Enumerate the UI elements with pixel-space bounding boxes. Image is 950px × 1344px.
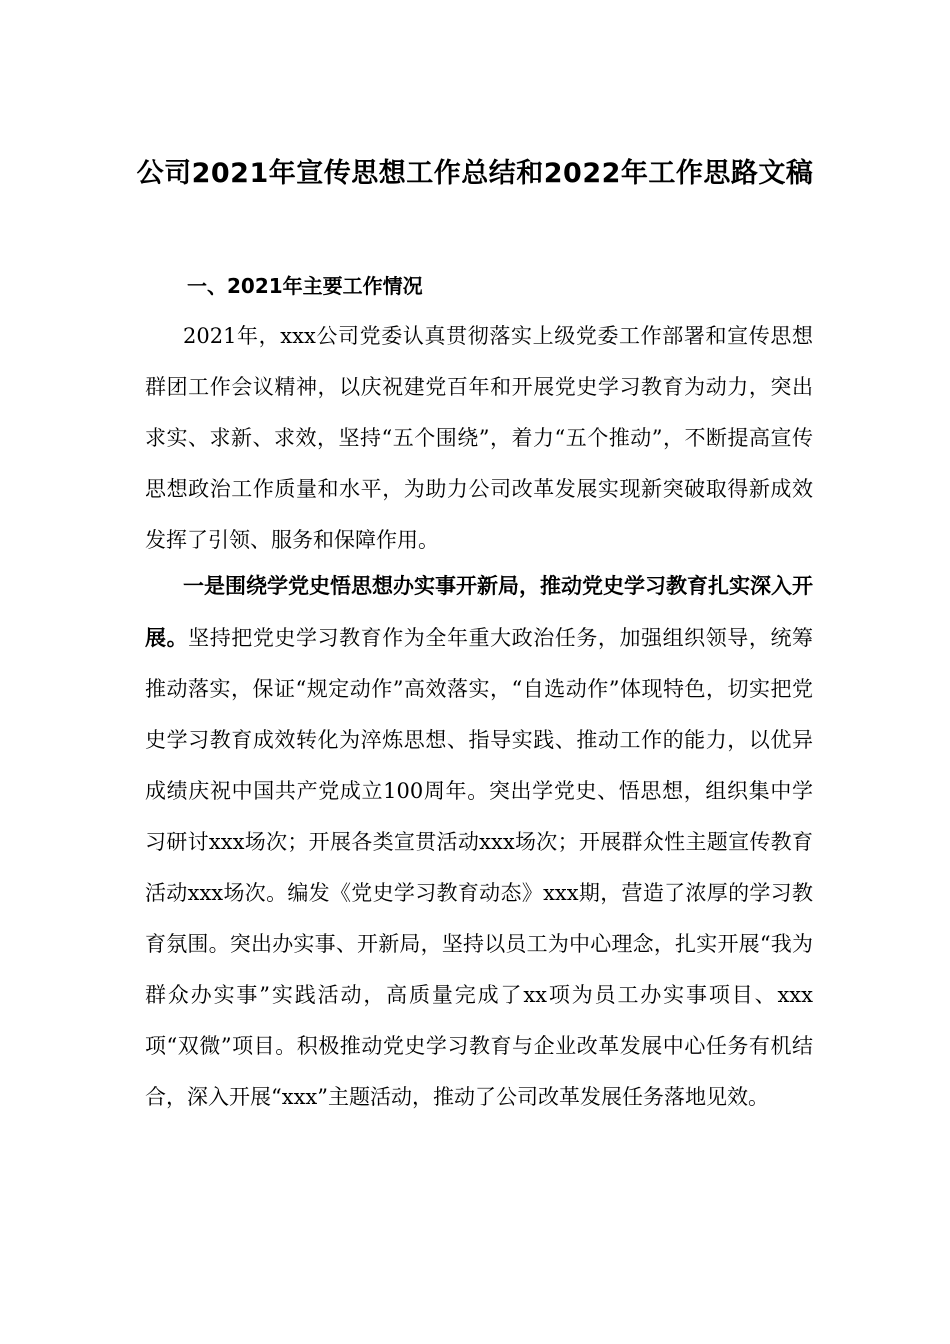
paragraph-1: 2021年，xxx公司党委认真贯彻落实上级党委工作部署和宣传思想群团工作会议精神，以庆祝建党百年和开展党史学习教育为动力，突出求实、求新、求效，坚持“五个围绕”，着力“五个推动”，不断提高宣传思想政治工作质量和水平，为助力公司改革发展实现新突破取得新成效发挥了引领、服务和保障作用。 (145, 324, 813, 552)
document-title: 公司2021年宣传思想工作总结和2022年工作思路文稿 (136, 158, 814, 189)
paragraph-2 (145, 560, 813, 1123)
section-heading: 一、2021年主要工作情况 (187, 274, 423, 298)
paragraph-2-body: 坚持把党史学习教育作为全年重大政治任务，加强组织领导，统筹推动落实，保证“规定动作”高效落实，“自选动作”体现特色，切实把党史学习教育成效转化为淬炼思想、指导实践、推动工作的能力，以优异成绩庆祝中国共产党成立100周年。突出学党史、悟思想，组织集中学习研讨xxx场次；开展各类宣贯活动xxx场次；开展群众性主题宣传教育活动xxx场次。编发《党史学习教育动态》xxx期，营造了浓厚的学习教育氛围。突出办实事、开新局，坚持以员工为中心理念，扎实开展“我为群众办实事”实践活动，高质量完成了xx项为员工办实事项目、xxx项“双微”项目。积极推动党史学习教育与企业改革发展中心任务有机结合，深入开展“xxx”主题活动，推动了公司改革发展任务落地见效。 (145, 626, 814, 1109)
paragraph-2-lead: 一是围绕学党史悟思想办实事开新局，推动党史学习教育扎实深入开展。 (145, 573, 813, 650)
